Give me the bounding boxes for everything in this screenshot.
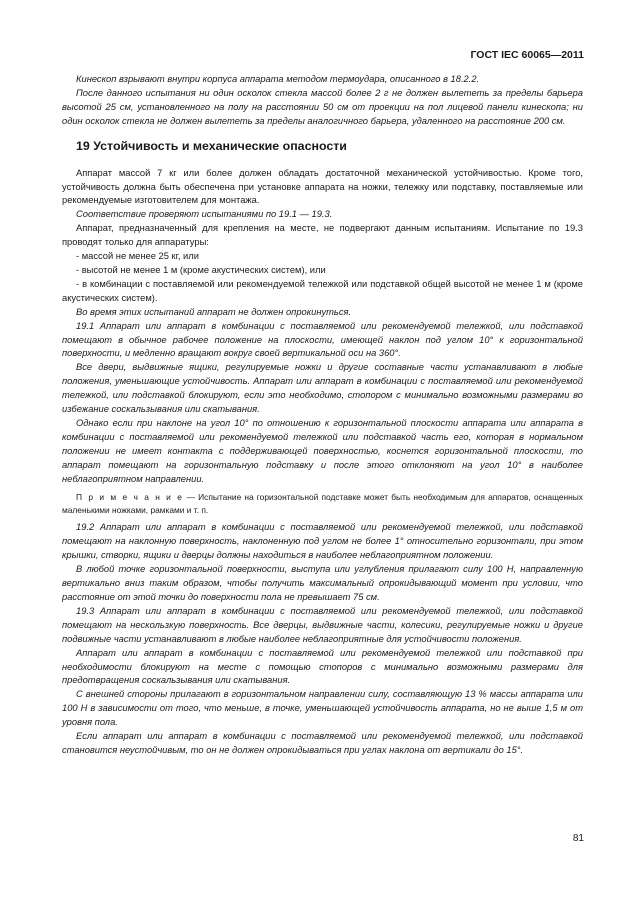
document-body bbox=[62, 73, 583, 758]
section-title: 19 Устойчивость и механические опасности bbox=[76, 138, 347, 153]
paragraph: 19.2 Аппарат или аппарат в комбинации с поставляемой или рекомендуемой тележкой, или подставкой помещают на наклонную поверхность, наклоненную под углом не более 1° относительно горизонтали, при этом крышки, створки, ящики и дверцы должны находиться в наиболее неблагоприятном положении. bbox=[62, 522, 583, 561]
list-item: - в комбинации с поставляемой или рекомендуемой тележкой или подставкой общей высотой не менее 1 м (кроме акустических систем). bbox=[62, 278, 583, 303]
page-number: 81 bbox=[572, 833, 584, 844]
paragraph: Аппарат, предназначенный для крепления на месте, не подвергают данным испытаниям. Испытание по 19.3 проводят только для аппаратуры: bbox=[62, 223, 583, 248]
paragraph: Все двери, выдвижные ящики, регулируемые ножки и другие составные части устанавливают в любые положения, уменьшающие устойчивость. Аппарат или аппарат в комбинации с поставляемой или рекомендуемой тележкой, или подставкой блокируют, если это необходимо, стопором с минимально возможными размерами во избежание соскальзывания или скатывания. bbox=[62, 362, 583, 415]
note-text: — Испытание на горизонтальной подставке может быть необходимым для аппаратов, оснащенных маленькими ножками, рамками и т. п. bbox=[62, 492, 583, 515]
paragraph: Однако если при наклоне на угол 10° по отношению к горизонтальной плоскости аппарата или аппарата в комбинации с поставляемой или рекомендуемой тележкой или подставкой часть его, которая в нормальном положении не имеет контакта с поддерживающей поверхностью, коснется горизонтальной плоскости, то аппарат помещают на горизонтальную подставку и после этого отклоняют на угол 10° в наиболее неблагоприятном направлении. bbox=[62, 417, 583, 484]
list-item: - массой не менее 25 кг, или bbox=[76, 251, 199, 262]
paragraph: Аппарат или аппарат в комбинации с поставляемой или рекомендуемой тележкой или подставкой при необходимости блокируют на месте с помощью стопоров с минимально возможными размерами для предотвращения соскальзывания или скатывания. bbox=[62, 647, 583, 686]
standard-header: ГОСТ IEC 60065—2011 bbox=[470, 49, 584, 61]
note-label: П р и м е ч а н и е bbox=[76, 492, 184, 503]
paragraph: Аппарат массой 7 кг или более должен обладать достаточной механической устойчивостью. Кроме того, устойчивость должна быть обеспечена при установке аппарата на ножки, тележку или подставку, поставляемые или рекомендуемые изготовителем для монтажа. bbox=[62, 167, 583, 206]
paragraph: Если аппарат или аппарат в комбинации с поставляемой или рекомендуемой тележкой, или подставкой становится неустойчивым, то он не должен опрокидываться при углах наклона от вертикали до 15°. bbox=[62, 731, 583, 755]
paragraph: В любой точке горизонтальной поверхности, выступа или углубления прилагают силу 100 Н, направленную вертикально вниз таким образом, чтобы получить максимальный опрокидывающий момент при условии, что расстояние от этой точки до поверхности пола не превышает 75 см. bbox=[62, 564, 583, 602]
paragraph: Во время этих испытаний аппарат не должен опрокинуться. bbox=[76, 306, 352, 317]
paragraph: Соответствие проверяют испытаниями по 19.1 — 19.3. bbox=[76, 209, 333, 220]
paragraph: Кинескоп взрывают внутри корпуса аппарата методом термоудара, описанного в 18.2.2. bbox=[76, 74, 480, 84]
paragraph: После данного испытания ни один осколок стекла массой более 2 г не должен вылететь за пределы барьера высотой 25 см, установленного на полу на расстоянии 50 см от проекции на пол лицевой панели кинескопа; ни один осколок стекла не должен вылететь за пределы аналогичного барьера, удаленного на расстояние 200 см. bbox=[62, 87, 583, 126]
paragraph: 19.3 Аппарат или аппарат в комбинации с поставляемой или рекомендуемой тележкой, или подставкой помещают на нескользкую поверхность. Все дверцы, выдвижные части, колесики, регулируемые ножки и другие подвижные части устанавливают в любые наиболее неблагоприятные для устойчивости положения. bbox=[62, 605, 583, 644]
note bbox=[62, 491, 583, 516]
paragraph: С внешней стороны прилагают в горизонтальном направлении силу, составляющую 13 % массы аппарата или 100 Н в зависимости от того, что меньше, в точке, уменьшающей устойчивость аппарата, но не выше 1,5 м от уровня пола. bbox=[62, 689, 583, 728]
paragraph: 19.1 Аппарат или аппарат в комбинации с поставляемой или рекомендуемой тележкой, или подставкой помещают в обычное рабочее положение на плоскости, имеющей наклон под углом 10° к горизонтальной поверхности, и медленно вращают вокруг своей вертикальной оси на 360°. bbox=[62, 320, 583, 359]
list-item: - высотой не менее 1 м (кроме акустических систем), или bbox=[76, 264, 326, 275]
